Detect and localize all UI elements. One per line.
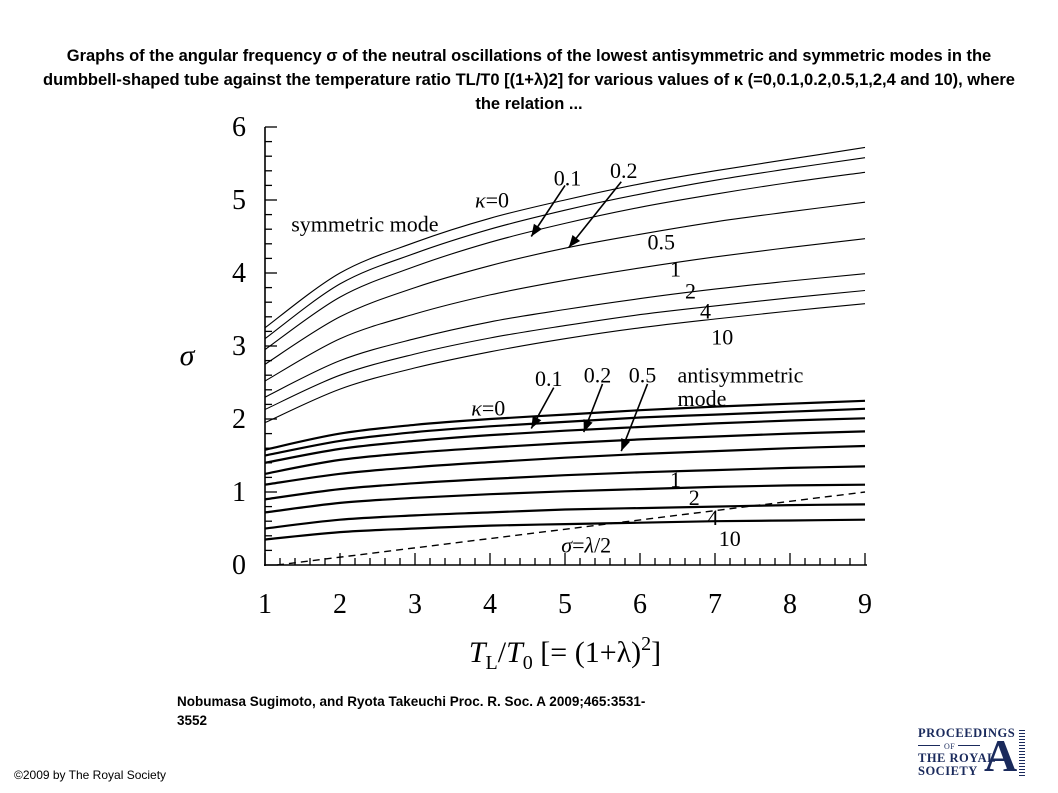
annotation-label-part: =0 [481, 395, 506, 421]
x-axis-label-part: / [497, 636, 507, 669]
x-axis-label-part: + [599, 636, 617, 669]
annotation-label-part: σ [561, 532, 573, 558]
annotation-label-part: symmetric mode [291, 211, 439, 237]
arrow-head [531, 416, 541, 429]
annotation-label-part: 0.5 [647, 229, 675, 255]
annotation-label-part: 10 [718, 526, 741, 552]
annotation-label [711, 325, 733, 350]
x-axis-label-part [567, 636, 575, 669]
proceedings-royal-society-a-logo [918, 725, 1028, 781]
x-axis-label-part: L [485, 652, 498, 674]
logo-side-text [1019, 730, 1025, 778]
y-tick-label: 3 [232, 331, 246, 362]
x-axis-label-part: ] [651, 636, 662, 669]
annotation-label-part: =0 [485, 187, 509, 213]
annotations [291, 158, 803, 557]
antisymmetric-curve-kappa-1 [265, 446, 865, 485]
annotation-label [610, 158, 638, 183]
x-axis-label-part: 2 [641, 633, 652, 655]
annotation-label-part: λ [584, 532, 595, 558]
annotation-label-part: κ [471, 395, 482, 421]
annotation-label-part: 4 [707, 504, 719, 530]
annotation-label [561, 533, 611, 558]
x-axis-label-part: = [550, 636, 568, 669]
y-tick-label: 4 [232, 258, 246, 289]
citation: Nobumasa Sugimoto, and Ryota Takeuchi Proc. R. Soc. A 2009;465:3531-3552 [177, 694, 646, 728]
x-tick-label: 4 [483, 589, 497, 620]
x-axis-label-part: T [468, 636, 486, 669]
x-tick-label: 6 [633, 589, 647, 620]
symmetric-curve-kappa-4 [265, 291, 865, 410]
x-axis-label-part: T [506, 636, 523, 669]
annotation-label [475, 187, 509, 212]
annotation-label-part: /2 [594, 532, 612, 558]
curves [265, 147, 865, 565]
annotation-label [629, 363, 657, 388]
y-tick-label: 5 [232, 185, 246, 216]
x-tick-label: 2 [333, 589, 347, 620]
annotation-label [648, 230, 676, 255]
logo-letter: A [984, 730, 1018, 781]
logo-line-3: THE ROYAL [918, 751, 997, 765]
annotation-label [554, 165, 582, 190]
x-axis-label-part: λ [616, 636, 632, 669]
axes [180, 112, 872, 674]
annotation-label [678, 386, 727, 411]
x-tick-label: 3 [408, 589, 422, 620]
annotation-label [670, 257, 681, 282]
x-axis-label-part [533, 636, 541, 669]
x-tick-label: 5 [558, 589, 572, 620]
annotation-label [471, 395, 505, 420]
annotation-label [678, 363, 804, 388]
y-tick-label: 6 [232, 112, 246, 143]
x-tick-label: 9 [858, 589, 872, 620]
annotation-label-part: 0.1 [535, 366, 563, 392]
annotation-label-part: 4 [700, 298, 711, 324]
annotation-label [685, 279, 696, 304]
arrow-head [531, 224, 542, 237]
annotation-label [689, 485, 700, 510]
antisymmetric-curve-kappa-4 [265, 485, 865, 513]
logo-rule-left [918, 745, 940, 746]
arrow-shaft [569, 182, 622, 248]
x-axis-label-part: 0 [522, 652, 533, 674]
annotation-label [535, 366, 563, 391]
y-tick-label: 1 [232, 477, 246, 508]
y-tick-label: 0 [232, 550, 246, 581]
logo-line-2: OF [944, 742, 956, 751]
annotation-label [700, 298, 711, 323]
annotation-label-part: 0.5 [628, 362, 657, 388]
annotation-label-part: 2 [688, 485, 700, 511]
annotation-label-part: 0.2 [610, 158, 638, 184]
logo-rule-right [958, 745, 980, 746]
x-axis-label-part: [ [540, 636, 551, 669]
annotation-label-part: mode [677, 385, 727, 411]
annotation-label-part: 1 [670, 466, 681, 492]
x-tick-label: 1 [258, 589, 272, 620]
annotation-label-part: = [572, 532, 585, 558]
y-axis-label: σ [179, 339, 195, 372]
symmetric-curve-kappa-0.2 [265, 172, 865, 349]
annotation-label-part: 0.1 [553, 165, 582, 191]
x-tick-label: 7 [708, 589, 722, 620]
x-axis-label-part: 1 [584, 636, 600, 669]
annotation-label [584, 363, 612, 388]
annotation-label-part: 1 [670, 256, 681, 282]
annotation-label-part: 10 [711, 324, 734, 350]
annotation-label [719, 526, 741, 551]
antisymmetric-curve-kappa-0.2 [265, 418, 865, 463]
logo-line-1: PROCEEDINGS [918, 726, 1016, 740]
annotation-label-part: 2 [685, 278, 696, 304]
x-tick-label: 8 [783, 589, 797, 620]
annotation-label-part: κ [475, 187, 486, 213]
annotation-label [708, 505, 719, 530]
x-axis-label-part: ( [574, 636, 585, 669]
annotation-label-part: antisymmetric [677, 362, 804, 388]
slide-title: Graphs of the angular frequency σ of the neutral oscillations of the lowest antisymmetric and symmetric modes in the dumbbell-shaped tube against the temperature ratio TL/T0 [(1+λ)2] for various values of κ (=0,0.1,0.2,0.5,1,2,4 and 10), where the relation ... [43, 47, 1015, 113]
annotation-label [670, 467, 681, 492]
x-axis-label [469, 633, 661, 674]
annotation-label-part: 0.2 [583, 362, 612, 388]
annotation-label [291, 211, 438, 236]
x-axis-label-part: ) [631, 636, 642, 669]
y-tick-label: 2 [232, 404, 246, 435]
logo-line-4: SOCIETY [918, 764, 978, 778]
copyright: ©2009 by The Royal Society [14, 768, 167, 782]
